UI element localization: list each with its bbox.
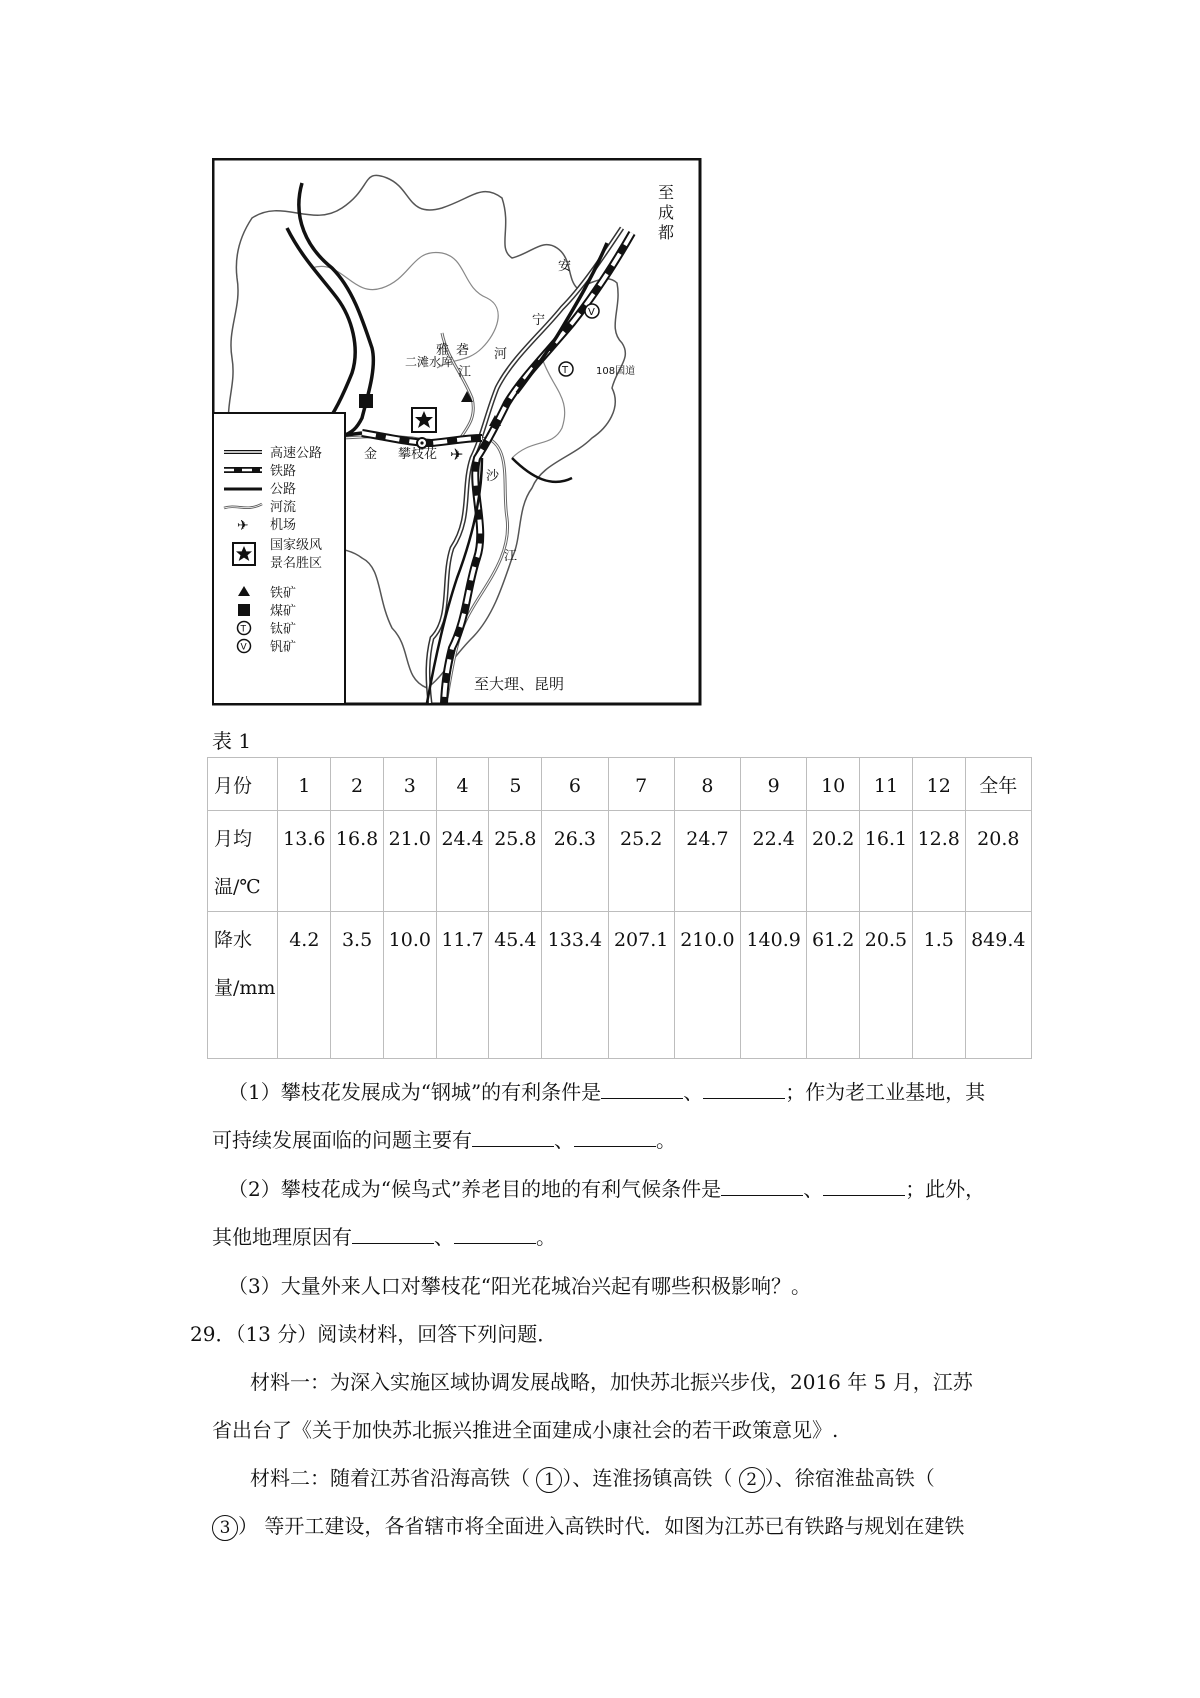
precipitation-cell: 140.9 [741, 912, 807, 1059]
yalong-river-char: 雅 [436, 343, 450, 358]
material-1-line-2: 省出台了《关于加快苏北振兴推进全面建成小康社会的若干政策意见》. [212, 1418, 839, 1442]
question-2-line-2: 其他地理原因有 、 。 [212, 1225, 556, 1249]
legend-coal-icon [238, 604, 250, 616]
answer-blank [574, 1128, 656, 1147]
precipitation-cell: 210.0 [674, 912, 740, 1059]
precipitation-cell: 133.4 [542, 912, 608, 1059]
month-cell: 12 [912, 758, 965, 811]
jinsha-river-char: 江 [504, 549, 518, 564]
answer-blank [352, 1225, 434, 1244]
anning-river-char: 安 [558, 259, 572, 274]
anning-river-char: 宁 [532, 313, 546, 328]
map-figure [212, 158, 702, 706]
circled-number-3: 3 [212, 1515, 238, 1541]
titanium-mine-icon [559, 362, 573, 376]
circled-number-2: 2 [739, 1467, 765, 1493]
header-label: 月份 [208, 758, 278, 811]
svg-text:T: T [562, 365, 569, 376]
precipitation-cell: 45.4 [489, 912, 542, 1059]
precipitation-cell: 20.5 [860, 912, 913, 1059]
precipitation-cell: 1.5 [912, 912, 965, 1059]
answer-blank [823, 1177, 905, 1196]
precipitation-cell: 849.4 [965, 912, 1031, 1059]
scenic-area-icon [412, 408, 436, 432]
temperature-cell: 21.0 [383, 811, 436, 912]
climate-table [207, 757, 1032, 1059]
question-29-heading: 29．（13 分）阅读材料，回答下列问题． [190, 1322, 558, 1346]
month-cell: 8 [674, 758, 740, 811]
temperature-cell: 16.8 [331, 811, 384, 912]
month-cell: 2 [331, 758, 384, 811]
precipitation-cell: 3.5 [331, 912, 384, 1059]
legend-scenic-icon [233, 543, 255, 565]
material-2-line-2: 3 ） 等开工建设，各省辖市将全面进入高铁时代．如图为江苏已有铁路与规划在建铁 [212, 1512, 964, 1541]
panzhihua-city-dot [420, 441, 423, 444]
svg-text:国家级风: 国家级风 [270, 538, 323, 553]
svg-text:铁路: 铁路 [270, 464, 297, 479]
temperature-cell: 16.1 [860, 811, 913, 912]
month-cell: 7 [608, 758, 674, 811]
svg-text:铁矿: 铁矿 [270, 586, 297, 601]
temperature-cell: 22.4 [741, 811, 807, 912]
legend-vanadium-icon [238, 640, 251, 653]
material-2-line-1: 材料二：随着江苏省沿海高铁（ 1 ）、连淮扬镇高铁（ 2 ）、徐宿淮盐高铁（ [250, 1464, 935, 1493]
month-cell: 3 [383, 758, 436, 811]
vanadium-mine-icon [585, 304, 599, 318]
temperature-row [208, 811, 1032, 912]
to-chengdu-char: 都 [658, 223, 675, 242]
temperature-cell: 26.3 [542, 811, 608, 912]
legend-titanium-icon [238, 622, 251, 635]
material-1-line-1: 材料一：为深入实施区域协调发展战略，加快苏北振兴步伐，2016 年 5 月，江苏 [250, 1370, 973, 1394]
month-cell: 6 [542, 758, 608, 811]
precipitation-cell: 61.2 [807, 912, 860, 1059]
ertan-reservoir-label: 二滩水库 [405, 355, 454, 369]
table-header-row [208, 758, 1032, 811]
answer-blank [454, 1225, 536, 1244]
question-2-line-1: （2）攀枝花成为“候鸟式”养老目的地的有利气候条件是 、 ；此外， [228, 1177, 986, 1201]
precipitation-row [208, 912, 1032, 1059]
coal-mine-icon [359, 394, 373, 408]
temperature-cell: 20.8 [965, 811, 1031, 912]
to-chengdu-label [658, 183, 674, 242]
svg-text:机场: 机场 [270, 518, 297, 533]
month-cell: 11 [860, 758, 913, 811]
legend-airport-icon: ✈ [237, 518, 249, 534]
svg-text:V: V [240, 642, 247, 653]
precipitation-cell: 10.0 [383, 912, 436, 1059]
temperature-label: 月均温/℃ [208, 811, 278, 912]
month-cell: 10 [807, 758, 860, 811]
yalong-river-char: 河 [494, 347, 508, 362]
answer-blank [721, 1177, 803, 1196]
panzhihua-map [212, 158, 702, 706]
month-cell: 5 [489, 758, 542, 811]
svg-text:V: V [588, 307, 595, 318]
jinsha-river-char: 金 [364, 447, 378, 462]
month-cell: 9 [741, 758, 807, 811]
question-1-line-2: 可持续发展面临的问题主要有 、 。 [212, 1128, 676, 1152]
precipitation-cell: 11.7 [436, 912, 489, 1059]
temperature-cell: 20.2 [807, 811, 860, 912]
svg-text:钒矿: 钒矿 [270, 640, 297, 655]
circled-number-1: 1 [536, 1467, 562, 1493]
temperature-cell: 25.2 [608, 811, 674, 912]
yalong-river-char: 砻 [456, 343, 470, 358]
question-3: （3）大量外来人口对攀枝花“阳光花城冶兴起有哪些积极影响？。 [228, 1274, 811, 1298]
svg-text:景名胜区: 景名胜区 [270, 556, 323, 571]
to-chengdu-char: 至 [658, 183, 675, 202]
jinsha-river-char: 沙 [486, 469, 500, 484]
temperature-cell: 12.8 [912, 811, 965, 912]
national-road-label: 108国道 [596, 366, 636, 377]
answer-blank [601, 1080, 683, 1099]
answer-blank [703, 1080, 785, 1099]
airport-icon: ✈ [450, 445, 464, 464]
panzhihua-label: 攀枝花 [398, 447, 438, 462]
svg-text:公路: 公路 [270, 482, 297, 497]
month-cell: 1 [278, 758, 331, 811]
svg-text:高速公路: 高速公路 [270, 446, 323, 461]
month-cell: 4 [436, 758, 489, 811]
precipitation-label: 降水量/mm [208, 912, 278, 1059]
to-dali-kunming-label: 至大理、昆明 [474, 675, 565, 693]
month-cell: 全年 [965, 758, 1031, 811]
temperature-cell: 25.8 [489, 811, 542, 912]
svg-text:煤矿: 煤矿 [270, 604, 297, 619]
precipitation-cell: 4.2 [278, 912, 331, 1059]
answer-blank [472, 1128, 554, 1147]
temperature-cell: 24.4 [436, 811, 489, 912]
precipitation-cell: 207.1 [608, 912, 674, 1059]
question-1-line-1: （1）攀枝花发展成为“钢城”的有利条件是 、 ；作为老工业基地，其 [228, 1080, 986, 1104]
svg-text:T: T [240, 624, 246, 635]
temperature-cell: 13.6 [278, 811, 331, 912]
table-caption: 表 1 [212, 729, 252, 753]
yalong-river-char: 江 [458, 365, 472, 380]
svg-text:河流: 河流 [270, 500, 297, 515]
temperature-cell: 24.7 [674, 811, 740, 912]
svg-text:钛矿: 钛矿 [270, 622, 297, 637]
to-chengdu-char: 成 [658, 203, 675, 222]
